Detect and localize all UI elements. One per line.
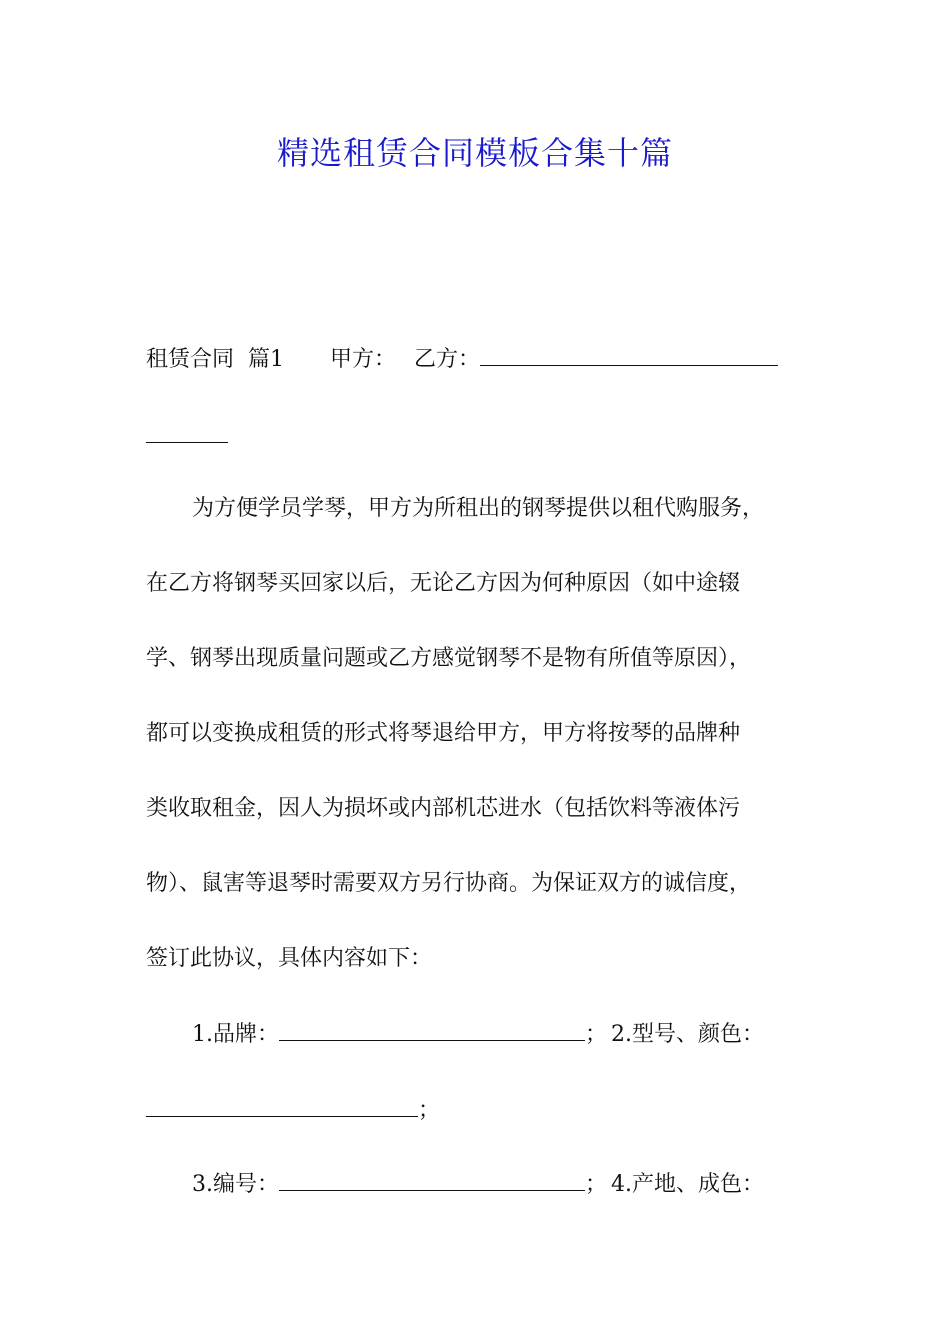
- section-label: 租赁合同: [146, 347, 235, 372]
- party-b-blank-continuation: [146, 420, 228, 443]
- paragraph-line-2: 在乙方将钢琴买回家以后，无论乙方因为何种原因（如中途辍: [146, 571, 741, 596]
- brand-label: 1.品牌：: [192, 1022, 279, 1047]
- model-color-blank: [146, 1094, 418, 1117]
- contract-header-line: [146, 343, 778, 375]
- document-title: 精选租赁合同模板合集十篇: [276, 134, 673, 172]
- brand-blank: [279, 1018, 585, 1041]
- semicolon: ；: [418, 1098, 441, 1123]
- paragraph-line-3: 学、钢琴出现质量问题或乙方感觉钢琴不是物有所值等原因），: [146, 646, 752, 671]
- paragraph-line-5: 类收取租金，因人为损坏或内部机芯进水（包括饮料等液体污: [146, 796, 741, 821]
- paragraph-line-6: 物）、鼠害等退琴时需要双方另行协商。为保证双方的诚信度，: [146, 871, 752, 896]
- paragraph-line-7: 签订此协议，具体内容如下：: [146, 946, 433, 971]
- model-color-blank-line: [146, 1094, 440, 1126]
- semicolon: ；: [585, 1022, 608, 1047]
- paragraph-line-1: 为方便学员学琴，甲方为所租出的钢琴提供以租代购服务，: [192, 496, 765, 521]
- part-label: 篇1: [248, 347, 285, 372]
- field-line-brand-model: [192, 1018, 764, 1050]
- semicolon: ；: [585, 1172, 608, 1197]
- origin-condition-label: 4.产地、成色：: [611, 1172, 765, 1197]
- paragraph-line-4: 都可以变换成租赁的形式将琴退给甲方，甲方将按琴的品牌种: [146, 721, 741, 746]
- field-line-serial-origin: [192, 1168, 764, 1200]
- model-color-label: 2.型号、颜色：: [611, 1022, 765, 1047]
- party-b-blank: [480, 343, 778, 366]
- serial-label: 3.编号：: [192, 1172, 279, 1197]
- party-a-label: 甲方：: [330, 347, 397, 372]
- party-b-label: 乙方：: [414, 347, 481, 372]
- party-b-blank-continuation-line: [146, 420, 228, 452]
- serial-blank: [279, 1168, 585, 1191]
